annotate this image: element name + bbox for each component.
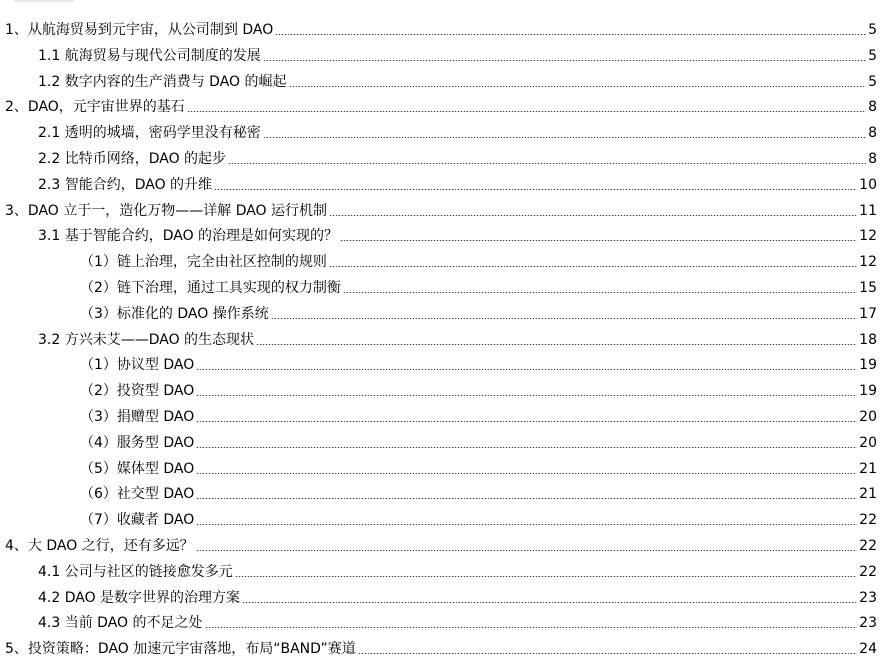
toc-dot-leader [289,86,867,87]
toc-dot-leader [242,602,857,603]
toc-entry-title: （1）链上治理，完全由社区控制的规则 [80,254,327,271]
toc-entry-title: （2）链下治理，通过工具实现的权力制衡 [80,280,341,296]
toc-page-number: 11 [859,202,877,219]
toc-entry[interactable] [0,297,887,323]
toc-page-number: 21 [859,460,877,477]
toc-dot-leader [275,34,866,35]
toc-entry-title: （2）投资型 DAO [80,383,195,400]
toc-entry-title: （3）捐赠型 DAO [80,409,195,425]
toc-dot-leader [214,189,857,190]
toc-dot-leader [205,627,858,628]
toc-page-number: 8 [868,125,877,142]
toc-entry-title: 2.1 透明的城墙，密码学里没有秘密 [38,125,261,142]
toc-entry[interactable] [0,39,887,65]
toc-entry[interactable] [0,65,887,91]
toc-entry-title: 2.2 比特币网络，DAO 的起步 [38,151,227,167]
toc-page-number: 5 [868,47,877,64]
toc-dot-leader [196,498,857,499]
toc-entry[interactable] [0,219,887,245]
toc-entry[interactable] [0,116,887,142]
toc-dot-leader [256,344,857,345]
toc-page-number: 8 [868,151,877,167]
toc-dot-leader [271,318,857,319]
toc-entry-title: （5）媒体型 DAO [80,460,195,477]
toc-dot-leader [187,111,866,112]
toc-entry-title: 4.1 公司与社区的链接愈发多元 [38,563,233,580]
toc-page-number: 22 [859,512,877,529]
toc-entry[interactable] [0,452,887,478]
toc-dot-leader [329,215,857,216]
toc-page-number: 19 [859,383,877,400]
toc-page-number: 10 [859,176,877,193]
toc-dot-leader [196,550,857,551]
toc-entry-title: 4.2 DAO 是数字世界的治理方案 [38,589,241,606]
toc-entry-title: 1、从航海贸易到元宇宙，从公司制到 DAO [5,22,274,38]
toc-dot-leader [196,524,857,525]
toc-entry-title: 1.2 数字内容的生产消费与 DAO 的崛起 [38,73,287,90]
toc-dot-leader [196,421,857,422]
toc-entry-title: （4）服务型 DAO [80,434,195,451]
toc-page-number: 20 [859,409,877,425]
toc-entry-title: 3.2 方兴未艾——DAO 的生态现状 [38,331,255,348]
toc-entry[interactable] [0,374,887,400]
toc-entry-title: 3、DAO 立于一，造化万物——详解 DAO 运行机制 [5,202,328,219]
toc-entry[interactable] [0,581,887,607]
toc-entry-title: 5、投资策略：DAO 加速元宇宙落地，布局“BAND”赛道 [5,641,356,658]
toc-entry[interactable] [0,477,887,503]
toc-page-number: 12 [859,254,877,271]
toc-entry[interactable] [0,400,887,426]
toc-dot-leader [228,163,866,164]
toc-entry[interactable] [0,632,887,658]
toc-page-number: 20 [859,434,877,451]
toc-entry[interactable] [0,606,887,632]
toc-entry-title: 3.1 基于智能合约，DAO 的治理是如何实现的？ [38,228,339,245]
toc-entry[interactable] [0,142,887,168]
toc-dot-leader [358,653,857,654]
toc-entry-title: 4.3 当前 DAO 的不足之处 [38,615,203,632]
toc-entry-title: 2.3 智能合约，DAO 的升维 [38,176,213,193]
toc-page-number: 18 [859,331,877,348]
toc-page-number: 23 [859,615,877,632]
toc-page-number: 5 [868,22,877,38]
toc-page-number: 24 [859,641,877,658]
toc-dot-leader [235,576,857,577]
toc-entry[interactable] [0,323,887,349]
toc-entry-title: 1.1 航海贸易与现代公司制度的发展 [38,47,261,64]
toc-dot-leader [196,369,857,370]
toc-entry[interactable] [0,555,887,581]
toc-dot-leader [263,60,866,61]
toc-entry-title: （6）社交型 DAO [80,486,195,503]
toc-entry-title: 4、大 DAO 之行，还有多远？ [5,538,194,554]
toc-page-number: 22 [859,538,877,554]
toc-dot-leader [343,292,857,293]
toc-entry-title: （7）收藏者 DAO [80,512,195,529]
toc-dot-leader [263,137,866,138]
toc-entry-title: 2、DAO，元宇宙世界的基石 [5,99,185,116]
toc-page-number: 12 [859,228,877,245]
toc-entry[interactable] [0,90,887,116]
toc-entry[interactable] [0,13,887,39]
toc-page-number: 8 [868,99,877,116]
toc-entry-title: （3）标准化的 DAO 操作系统 [80,305,269,322]
toc-dot-leader [340,240,857,241]
toc-dot-leader [196,447,857,448]
toc-page-number: 5 [868,73,877,90]
toc-entry[interactable] [0,503,887,529]
toc-page-number: 23 [859,589,877,606]
toc-entry[interactable] [0,348,887,374]
toc-entry[interactable] [0,245,887,271]
toc-entry[interactable] [0,271,887,297]
toc-entry[interactable] [0,194,887,220]
toc-entry[interactable] [0,529,887,555]
toc-entry[interactable] [0,168,887,194]
toc-page-number: 19 [859,357,877,374]
toc-page-number: 15 [859,280,877,296]
toc-entry[interactable] [0,426,887,452]
toc-entry-title: （1）协议型 DAO [80,357,195,374]
toc-page-number: 22 [859,563,877,580]
toc-dot-leader [329,266,857,267]
toc-dot-leader [196,395,857,396]
toc-dot-leader [196,473,857,474]
toc-page-number: 17 [859,305,877,322]
toc-page-number: 21 [859,486,877,503]
